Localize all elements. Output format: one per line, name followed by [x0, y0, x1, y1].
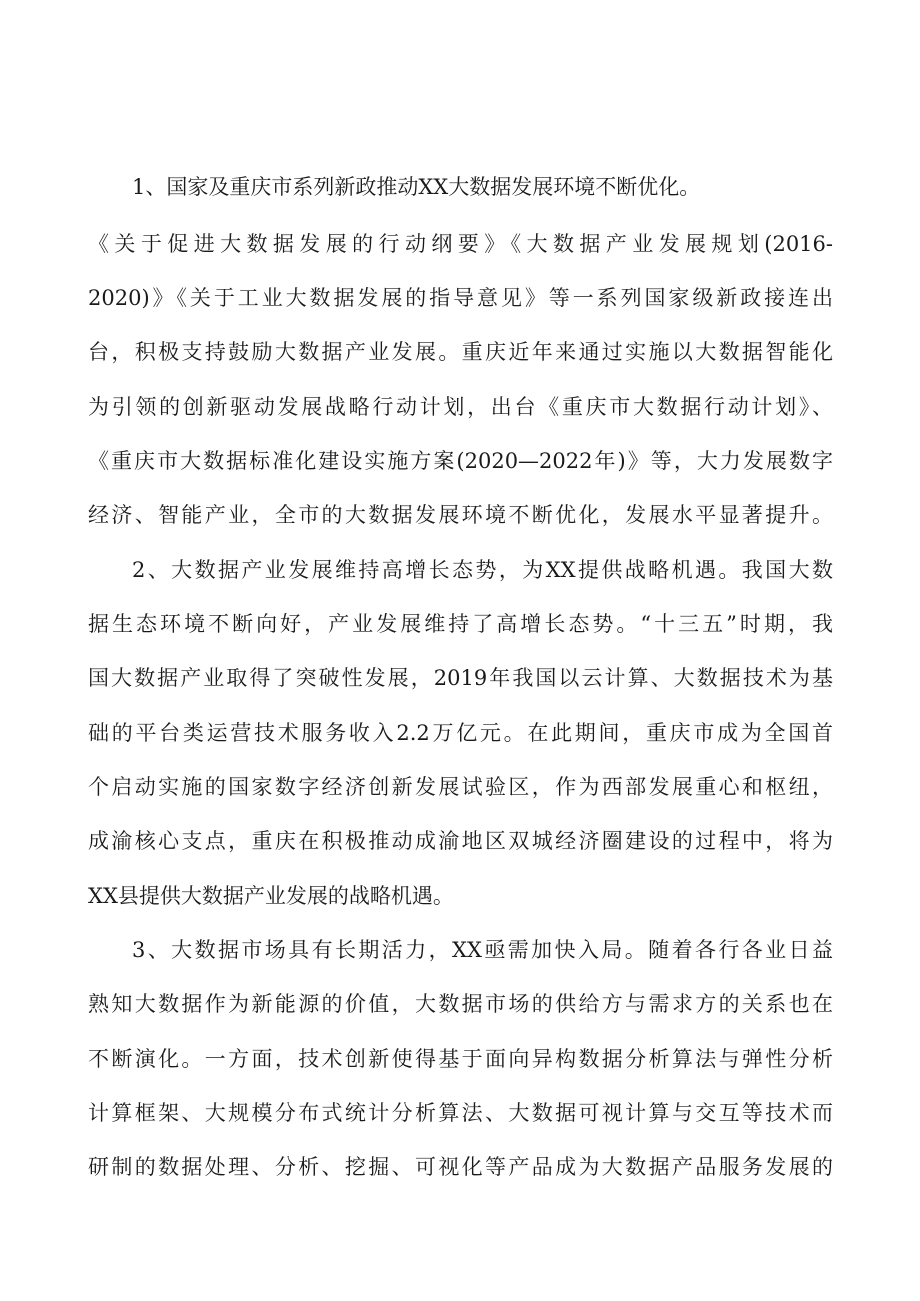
paragraph-3-line-4: 础的平台类运营技术服务收入2.2万亿元。在此期间，重庆市成为全国首: [88, 721, 833, 745]
paragraph-4-line-2: 熟知大数据作为新能源的价值，大数据市场的供给方与需求方的关系也在: [88, 992, 833, 1016]
paragraph-4-line-5: 研制的数据处理、分析、挖掘、可视化等产品成为大数据产品服务发展的: [88, 1155, 833, 1179]
paragraph-2-line-4: 为引领的创新驱动发展战略行动计划，出台《重庆市大数据行动计划》、: [88, 395, 833, 419]
paragraph-2-line-5: 《重庆市大数据标准化建设实施方案(2020—2022年)》等，大力发展数字: [88, 449, 833, 473]
paragraph-2-line-1: 《关于促进大数据发展的行动纲要》《大数据产业发展规划(2016-: [88, 232, 833, 256]
paragraph-3-line-7: XX县提供大数据产业发展的战略机遇。: [88, 884, 454, 908]
paragraph-3-line-2: 据生态环境不断向好，产业发展维持了高增长态势。“十三五”时期，我: [88, 612, 833, 636]
paragraph-3-line-3: 国大数据产业取得了突破性发展，2019年我国以云计算、大数据技术为基: [88, 666, 833, 690]
paragraph-4-line-1: 3、大数据市场具有长期活力，XX亟需加快入局。随着各行各业日益: [132, 938, 833, 962]
paragraph-1-line-1: 1、国家及重庆市系列新政推动XX大数据发展环境不断优化。: [132, 175, 701, 199]
paragraph-2-line-2: 2020)》《关于工业大数据发展的指导意见》等一系列国家级新政接连出: [88, 286, 833, 310]
paragraph-2-line-3: 台，积极支持鼓励大数据产业发展。重庆近年来通过实施以大数据智能化: [88, 340, 833, 364]
paragraph-2-line-6: 经济、智能产业，全市的大数据发展环境不断优化，发展水平显著提升。: [88, 503, 833, 527]
paragraph-4-line-3: 不断演化。一方面，技术创新使得基于面向异构数据分析算法与弹性分析: [88, 1047, 833, 1071]
paragraph-3-line-6: 成渝核心支点，重庆在积极推动成渝地区双城经济圈建设的过程中，将为: [88, 829, 833, 853]
paragraph-3-line-1: 2、大数据产业发展维持高增长态势，为XX提供战略机遇。我国大数: [132, 558, 833, 582]
paragraph-4-line-4: 计算框架、大规模分布式统计分析算法、大数据可视计算与交互等技术而: [88, 1101, 833, 1125]
paragraph-3-line-5: 个启动实施的国家数字经济创新发展试验区，作为西部发展重心和枢纽，: [88, 775, 833, 799]
